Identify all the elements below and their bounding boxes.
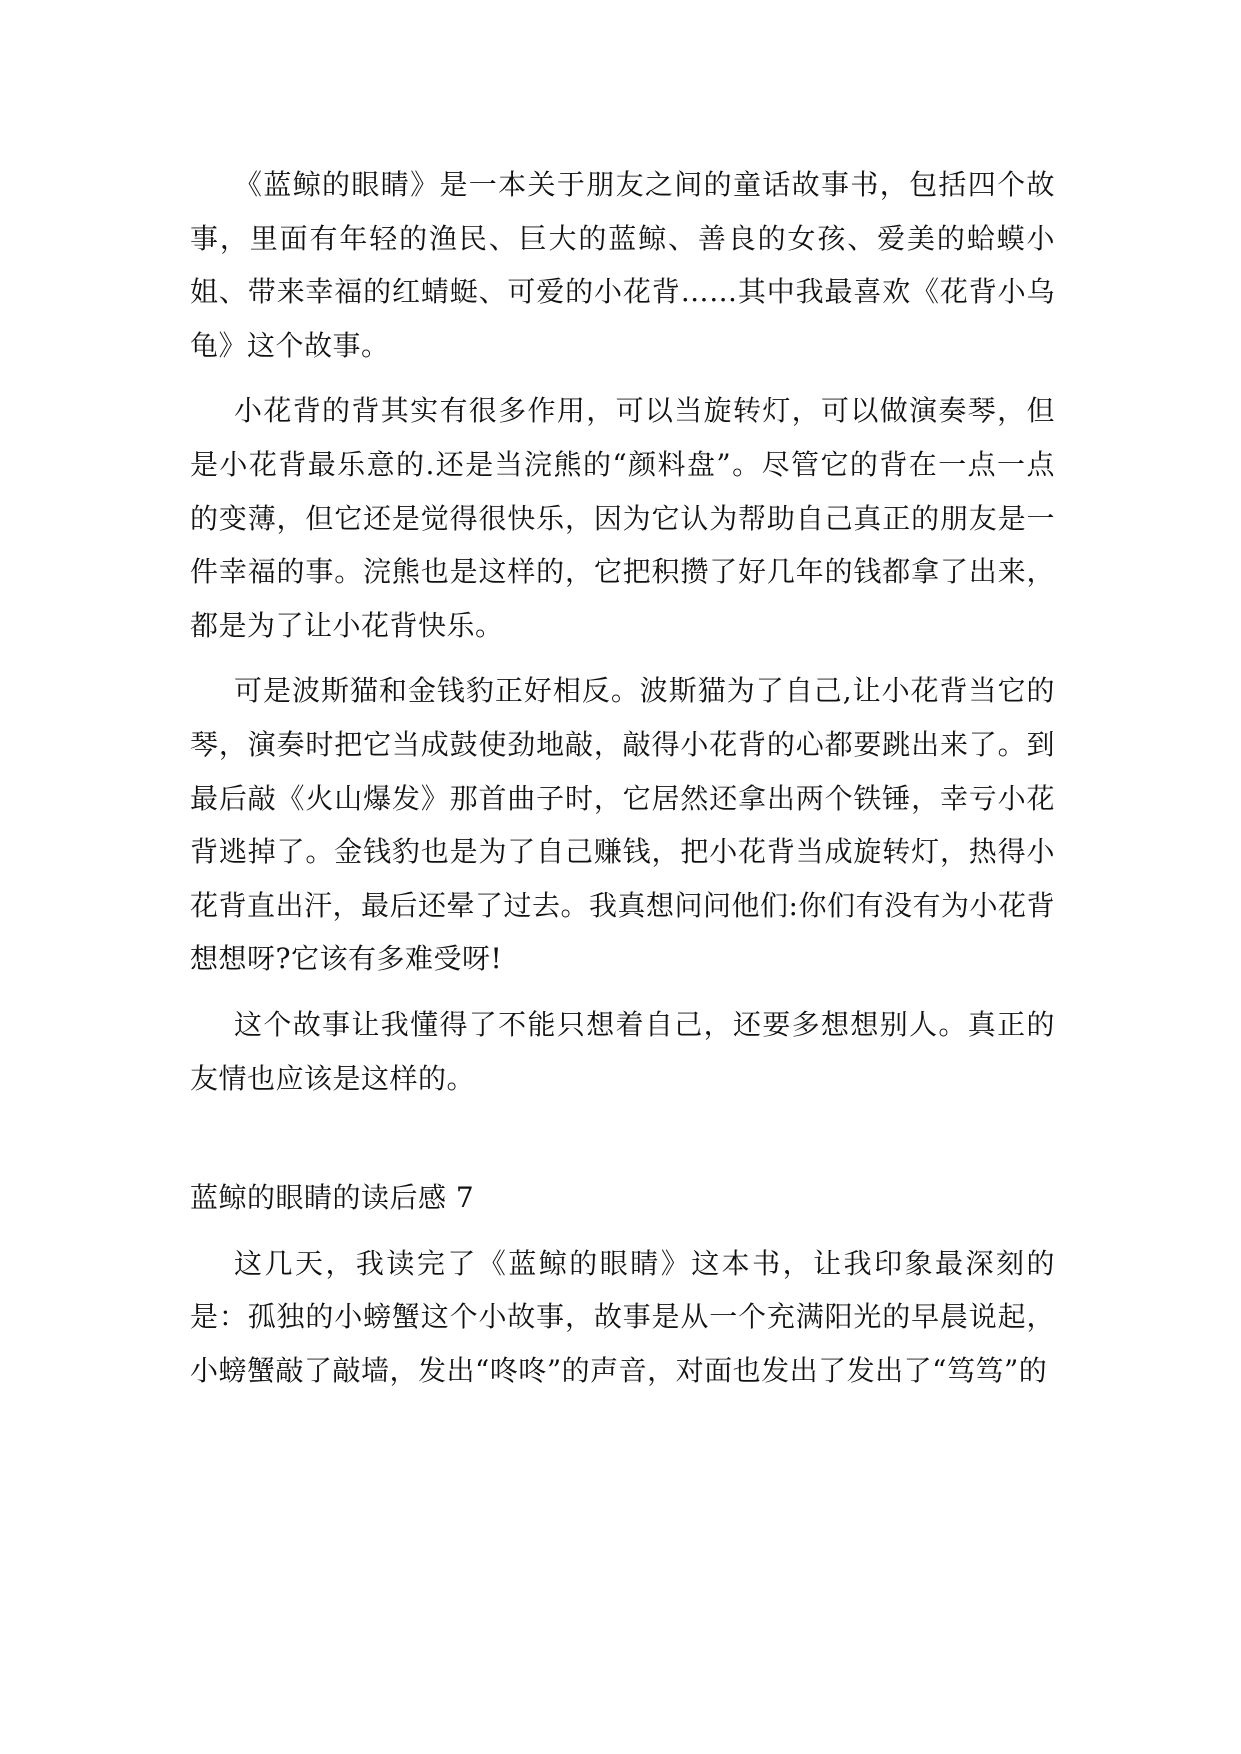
paragraph-crab-story: 这几天，我读完了《蓝鲸的眼睛》这本书，让我印象最深刻的是：孤独的小螃蟹这个小故事，故事是从一个充满阳光的早晨说起，小螃蟹敲了敲墙，发出“咚咚”的声音，对面也发出了发出了“笃笃”的 xyxy=(190,1246,1055,1387)
paragraph-cat-and-leopard: 可是波斯猫和金钱豹正好相反。波斯猫为了自己,让小花背当它的琴，演奏时把它当成鼓使劲地敲，敲得小花背的心都要跳出来了。到最后敲《火山爆发》那首曲子时，它居然还拿出两个铁锤，幸亏小花背逃掉了。金钱豹也是为了自己赚钱，把小花背当成旋转灯，热得小花背直出汗，最后还晕了过去。我真想问问他们:你们有没有为小花背想想呀?它该有多难受呀! xyxy=(190,674,1055,976)
document-body xyxy=(190,158,1055,1409)
section-heading: 蓝鲸的眼睛的读后感 7 xyxy=(190,1181,475,1215)
paragraph-lesson: 这个故事让我懂得了不能只想着自己，还要多想想别人。真正的友情也应该是这样的。 xyxy=(190,1007,1055,1095)
paragraph-intro: 《蓝鲸的眼睛》是一本关于朋友之间的童话故事书，包括四个故事，里面有年轻的渔民、巨大的蓝鲸、善良的女孩、爱美的蛤蟆小姐、带来幸福的红蜻蜓、可爱的小花背……其中我最喜欢《花背小乌龟》这个故事。 xyxy=(190,168,1055,362)
paragraph-shell-uses: 小花背的背其实有很多作用，可以当旋转灯，可以做演奏琴，但是小花背最乐意的.还是当浣熊的“颜料盘”。尽管它的背在一点一点的变薄，但它还是觉得很快乐，因为它认为帮助自己真正的朋友是一件幸福的事。浣熊也是这样的，它把积攒了好几年的钱都拿了出来，都是为了让小花背快乐。 xyxy=(190,394,1055,642)
